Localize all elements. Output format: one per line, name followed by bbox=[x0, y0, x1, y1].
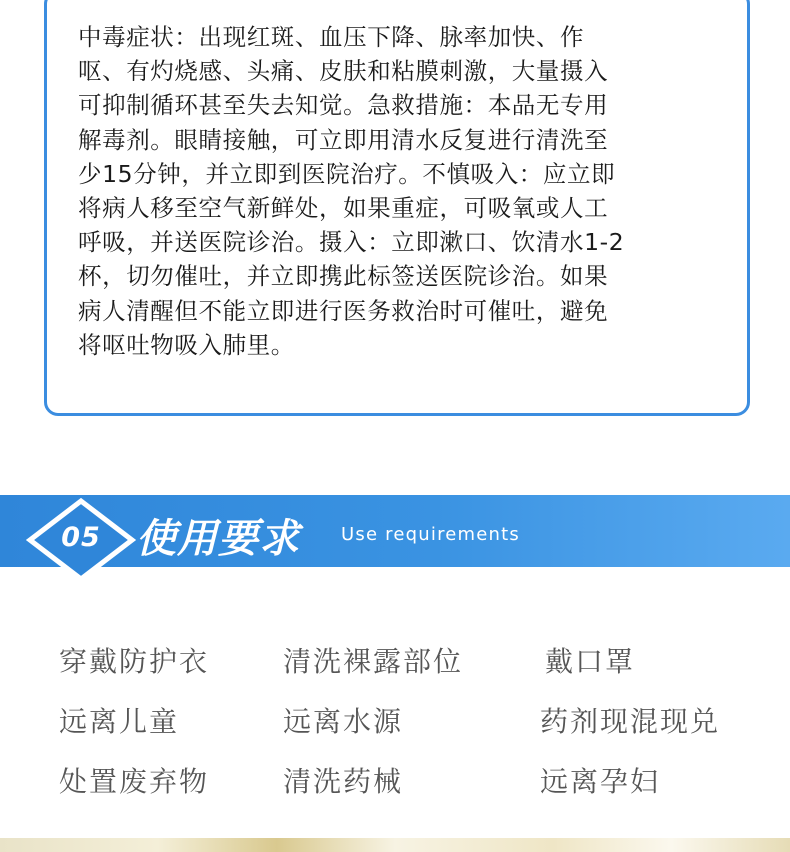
requirement-item: 清洗裸露部位 bbox=[283, 645, 464, 678]
section-subtitle: Use requirements bbox=[341, 524, 520, 545]
section-badge bbox=[26, 497, 136, 583]
first-aid-text: 中毒症状：出现红斑、血压下降、脉率加快、作 呕、有灼烧感、头痛、皮肤和粘膜刺激，大量摄入 可抑制循环甚至失去知觉。急救措施：本品无专用 解毒剂。眼睛接触，可立即用清水反复进行清洗至 少15分钟，并立即到医院治疗。不慎吸入：应立即 将病人移至空气新鲜处，如果重症，可吸氧或人工 呼吸，并送医院诊治。摄入：立即漱口、饮清水1-2 杯，切勿催吐，并立即携此标签送医院诊治。如果 病人清醒但不能立即进行医务救治时可催吐，避免 将呕吐物吸入肺里。 bbox=[78, 23, 625, 359]
section-number: 05 bbox=[61, 522, 101, 553]
requirement-item: 戴口罩 bbox=[545, 645, 636, 678]
requirement-item: 远离水源 bbox=[283, 705, 404, 738]
section-title: 使用要求 bbox=[136, 516, 300, 562]
requirement-item: 远离儿童 bbox=[59, 705, 180, 738]
requirement-item: 处置废弃物 bbox=[59, 765, 210, 798]
requirement-item: 药剂现混现兑 bbox=[540, 705, 721, 738]
requirement-item: 清洗药械 bbox=[283, 765, 404, 798]
requirement-item: 穿戴防护衣 bbox=[59, 645, 210, 678]
requirement-item: 远离孕妇 bbox=[540, 765, 661, 798]
decorative-image-strip bbox=[0, 838, 790, 852]
